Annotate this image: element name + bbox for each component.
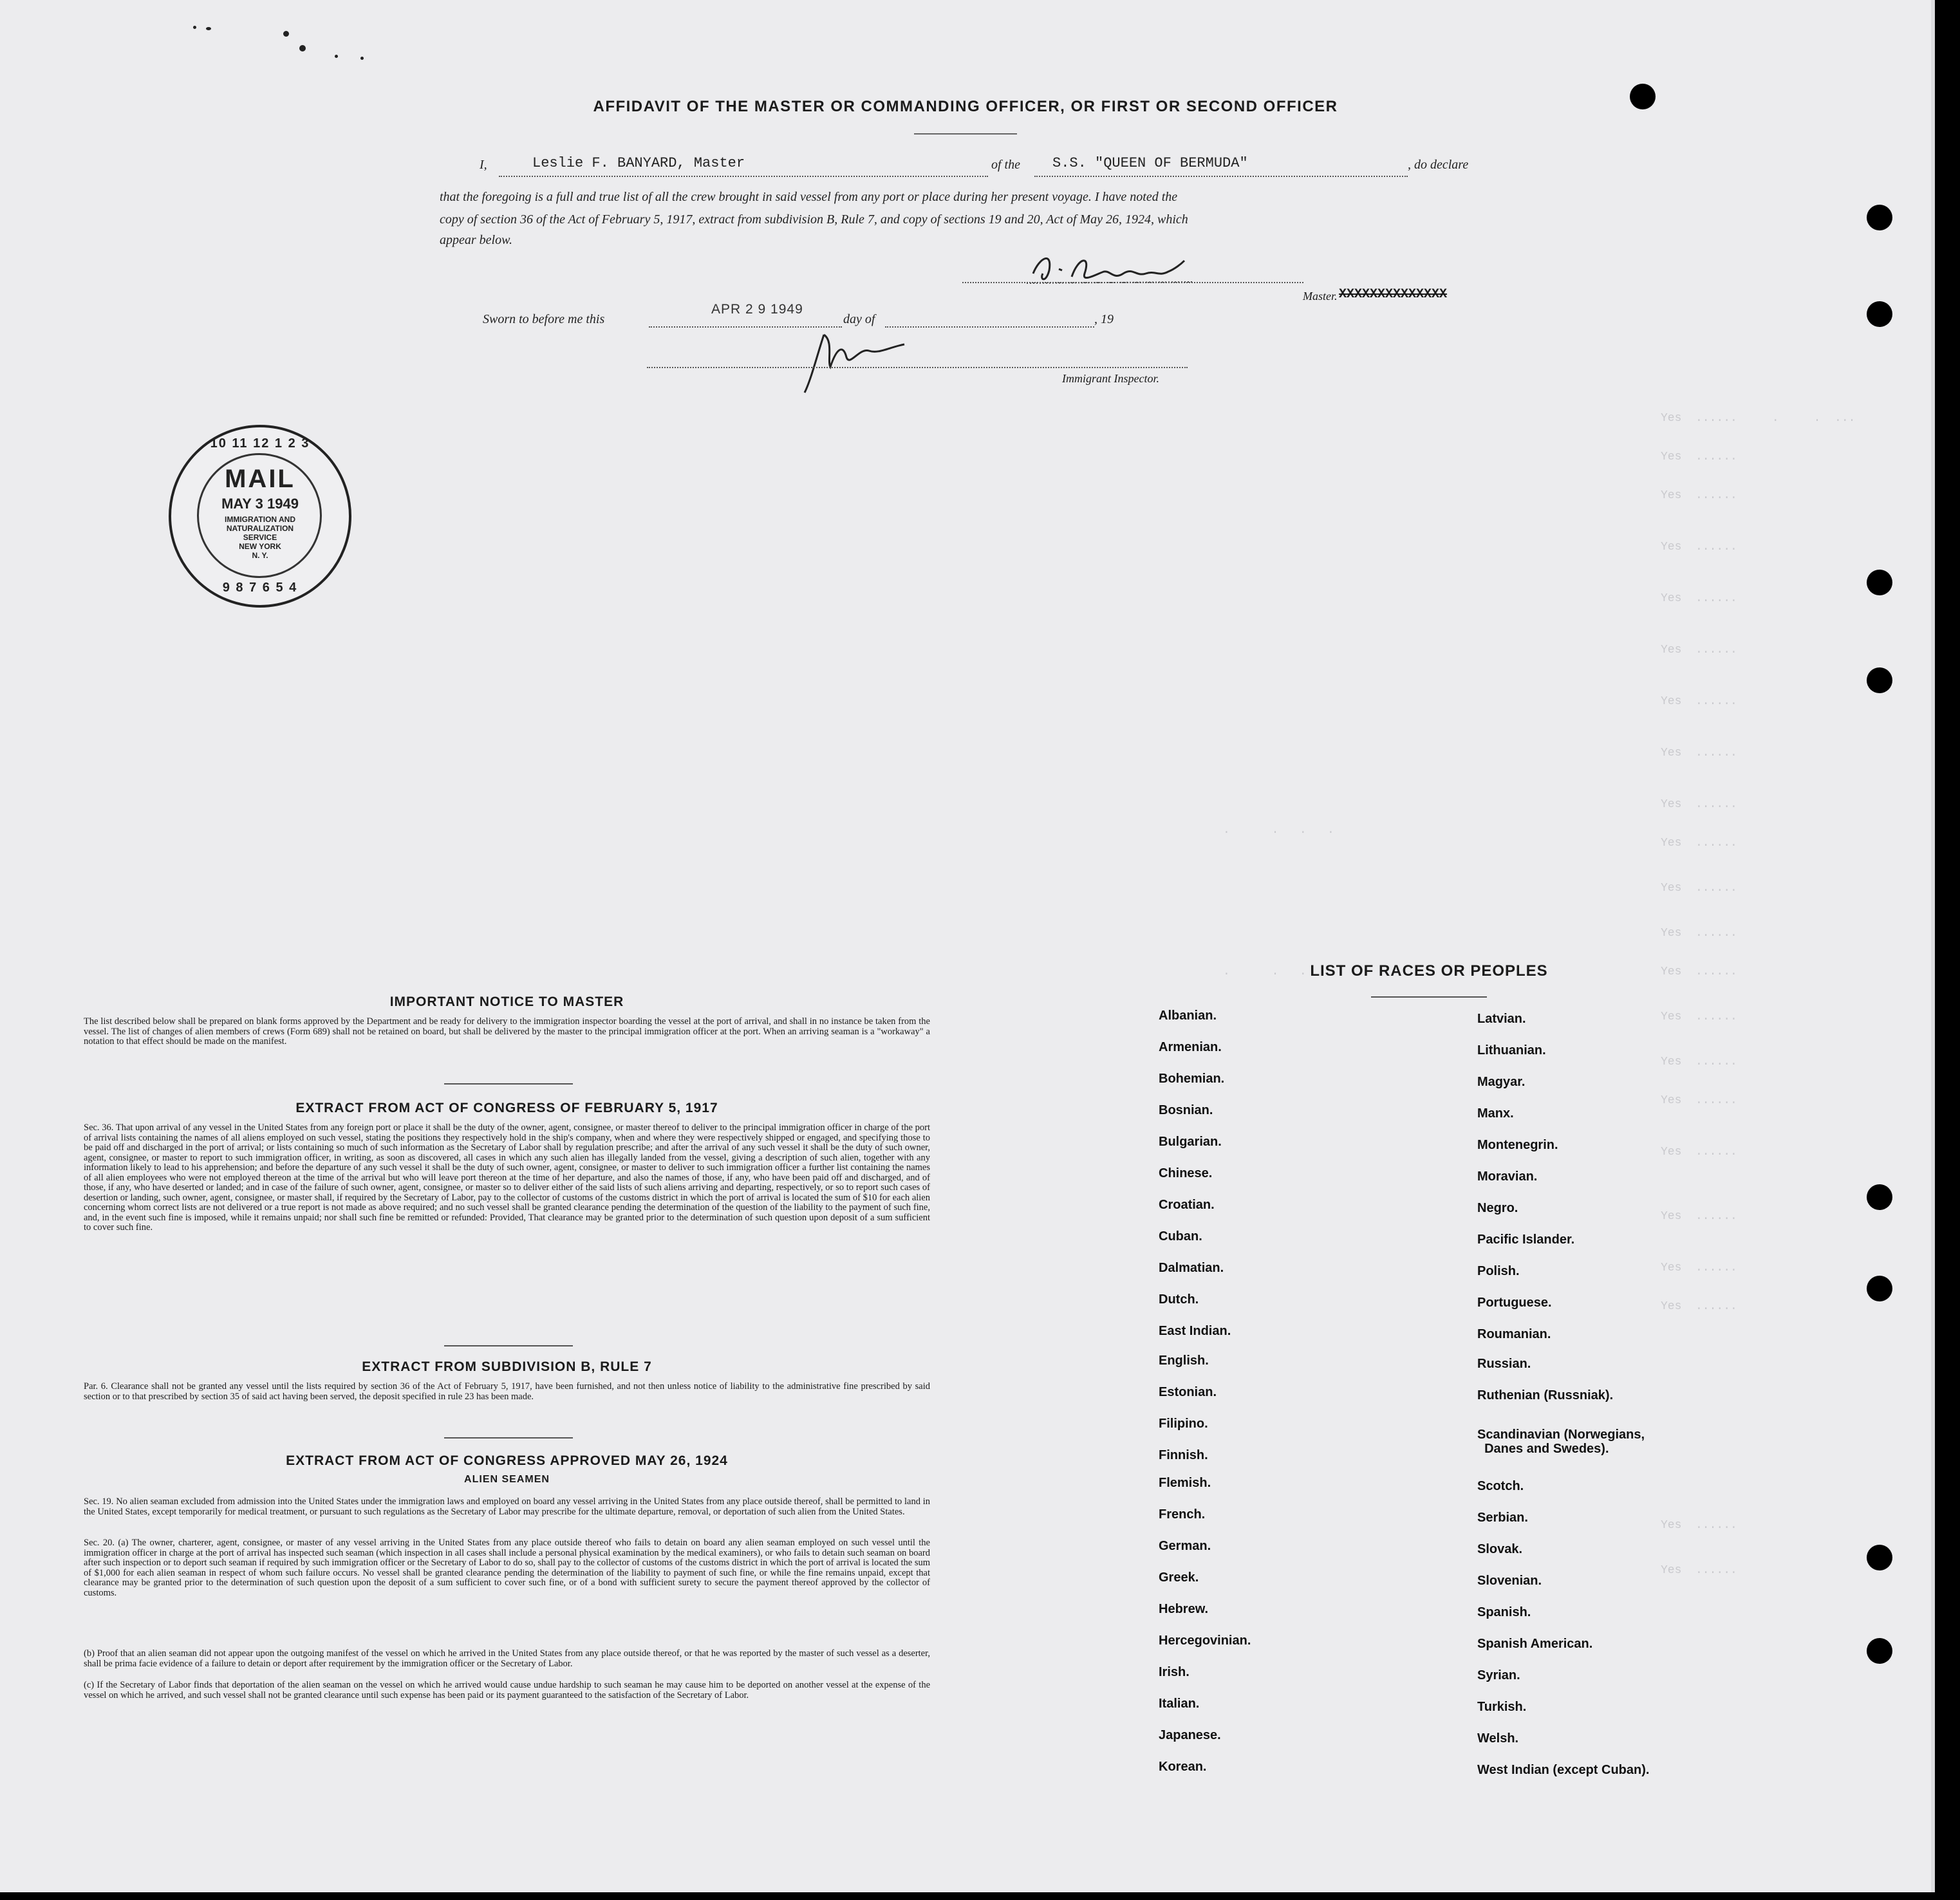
divider bbox=[444, 1083, 573, 1085]
sworn-date-stamp: APR 2 9 1949 bbox=[711, 302, 803, 317]
stamp-line: SERVICE bbox=[243, 533, 277, 542]
divider bbox=[1371, 996, 1487, 998]
race-item: Croatian. bbox=[1159, 1198, 1215, 1212]
punch-hole bbox=[1867, 1184, 1892, 1210]
pronoun: I, bbox=[480, 158, 487, 172]
officer-name: Leslie F. BANYARD, Master bbox=[532, 155, 745, 171]
stamp-ring-numbers: 10 11 12 1 2 3 bbox=[210, 436, 310, 451]
race-item: Dalmatian. bbox=[1159, 1261, 1224, 1275]
race-item: Moravian. bbox=[1477, 1169, 1538, 1184]
race-item: Bulgarian. bbox=[1159, 1135, 1222, 1149]
race-item: Korean. bbox=[1159, 1760, 1207, 1774]
race-item: Albanian. bbox=[1159, 1009, 1217, 1023]
master-struck-text: XXXXXXXXXXXXXX bbox=[1339, 287, 1448, 302]
divider bbox=[444, 1345, 573, 1346]
fill-line bbox=[499, 176, 988, 177]
race-item: Magyar. bbox=[1477, 1075, 1526, 1089]
race-item: Finnish. bbox=[1159, 1448, 1208, 1462]
of-the-label: of the bbox=[991, 158, 1020, 172]
fill-line bbox=[1034, 176, 1408, 177]
punch-hole bbox=[1867, 667, 1892, 693]
extract-1917-text: Sec. 36. That upon arrival of any vessel in the United States from any foreign port or place it shall be the duty of the owner, agent, consignee, or master thereof to deliver to the principal immigration officer in charge of the port of arrival lists containing the names of all aliens employed on such vessel, stating the positions they respectively hold in the ship's company, when and where they were respectively shipped or engaged, and specifying those to be paid off and discharged in the port of arrival; or lists containing so much of such information as the Secretary of Labor shall by regulation prescribe; and after the arrival of any such vessel it shall be the duty of such owner, agent, consignee, or master to report to such immigration officer, in writing, as soon as discovered, all cases in which any such alien has illegally landed from the vessel, giving a description of such alien, together with any information likely to lead to his apprehension; and before the departure of any such vessel it shall be the duty of such owner, agent, consignee, or master to deliver to such immigration officer a further list containing the names of all alien employees who were not employed thereon at the time of the arrival but who will leave port thereon at the time of her departure, and also the names of those, if any, who have been paid off and discharged, and of those, if any, who have deserted or landed; and in case of the failure of such owner, agent, consignee, or master so to deliver either of the said lists of such aliens arriving and departing, respectively, or so to report such cases of desertion or landing, such owner, agent, consignee, or master shall, if required by the Secretary of Labor, pay to the collector of customs of the customs district in which the port of arrival is located the sum of $10 for each alien concerning whom correct lists are not delivered or a true report is not made as above required; and no such vessel shall be granted clearance pending the determination of the question of the liability to the payment of such fine, and, in the event such fine is imposed, while it remains unpaid; nor shall such fine be remitted or refunded: Provided, That clearance may be granted prior to the determination of such question upon deposit of a sum sufficient to cover such fine. bbox=[84, 1122, 930, 1233]
race-item: Negro. bbox=[1477, 1201, 1518, 1215]
extract-1924-title: EXTRACT FROM ACT OF CONGRESS APPROVED MAY 26, 1924 bbox=[286, 1453, 728, 1468]
declaration-line-2: that the foregoing is a full and true list of all the crew brought in said vessel from any port or place during her present voyage. I have noted the bbox=[440, 190, 1178, 204]
race-item: Latvian. bbox=[1477, 1012, 1526, 1026]
race-item: West Indian (except Cuban). bbox=[1477, 1763, 1650, 1777]
stamp-line: IMMIGRATION AND bbox=[225, 515, 295, 524]
race-item: Dutch. bbox=[1159, 1292, 1199, 1307]
race-item: Bohemian. bbox=[1159, 1072, 1225, 1086]
day-of-label: day of bbox=[843, 312, 875, 326]
race-item: Armenian. bbox=[1159, 1040, 1222, 1054]
stamp-date: MAY 3 1949 bbox=[221, 496, 299, 512]
race-item: Serbian. bbox=[1477, 1511, 1528, 1525]
race-item: Ruthenian (Russniak). bbox=[1477, 1388, 1614, 1402]
race-item: Polish. bbox=[1477, 1264, 1520, 1278]
extract-rule7-text: Par. 6. Clearance shall not be granted any vessel until the lists required by section 36 of the Act of February 5, 1917, have been furnished, and not then unless notice of liability to the administrative fine prescribed by said section or to that prescribed by section 35 of said act having been served, the deposit specified in rule 23 has been made. bbox=[84, 1381, 930, 1402]
sworn-label: Sworn to before me this bbox=[483, 312, 605, 326]
race-item: Syrian. bbox=[1477, 1668, 1520, 1682]
document-page: Yes ...... . . ... Yes ...... Yes ...... Yes ...... Yes ...... Yes ...... Yes ...... Yes ...... Yes ...... Yes ...... Yes ...... Yes ...... Yes ...... Yes ...... Yes ...... Yes ...... Yes ...... Yes ...... Yes ...... Yes ...... Yes ...... Yes ...... . . . . . . . AFFIDAVIT OF THE MASTER OR COMMANDING OFFICER, OR FIRST OR SECOND OFFICER I, Leslie F. BANYARD, Master of the S.S. "QUEEN OF BERMUDA" , do declare that the foregoing is a full and true list of all the crew brought in said vessel from any port or place during her present voyage. I have noted the copy of section 36 of the Act of February 5, 1917, extract from subdivision B, Rule 7, and copy of sections 19 and 20, Act of May 26, 1924, which appear below. Master. XXXXXXXXXXXXXX Sworn to before me this APR 2 9 1949 day of , 19 Immigrant Inspector. 10 11 12 1 2 3 9 8 7 6 5 4 MAIL MAY 3 1949 IMMIGRATION AND NATURALIZATION SERVICE NEW YORK N. Y. IMPORTANT NOTICE TO MASTER The list described below shall be prepared on blank forms approved by the Department and be ready for delivery to the immigration inspector boarding the vessel at the port of arrival, and shall in no instance be taken from the vessel. The list of changes of alien members of crews (Form 689) shall not be retained on board, but shall be delivered by the master to the principal immigration officer at the port. When an arriving seaman is a "workaway" a notation to that effect should be made on the manifest. EXTRACT FROM ACT OF CONGRESS OF FEBRUARY 5, 1917 Sec. 36. That upon arrival of any vessel in the United States from any foreign port or place it shall be the duty of the owner, agent, consignee, or master thereof to deliver to the principal immigration officer in charge of the port of arrival lists containing the names of all aliens employed on such vessel, stating the positions they respectively hold in the ship's company, when and where they were respectively shipped or engaged, and specifying those to be paid off and discharged in the port of arrival; or lists containing so much of such information as the Secretary of Labor shall by regulation prescribe; and after the arrival of any such vessel it shall be the duty of such owner, agent, consignee, or master to report to such immigration officer, in writing, as soon as discovered, all cases in which any such alien has illegally landed from the vessel, giving a description of such alien, together with any information likely to lead to his apprehension; and before the departure of any such vessel it shall be the duty of such owner, agent, consignee, or master to deliver to such immigration officer a further list containing the names of all alien employees who were not employed thereon at the time of the arrival but who will leave port thereon at the time of her departure, and also the names of those, if any, who have been paid off and discharged, and of those, if any, who have deserted or landed; and in case of the failure of such owner, agent, consignee, or master so to deliver either of the said lists of such aliens arriving and departing, respectively, or so to report such cases of desertion or landing, such owner, agent, consignee, or master shall, if required by the Secretary of Labor, pay to the collector of customs of the customs district in which the port of arrival is located the sum of $10 for each alien concerning whom correct lists are not delivered or a true report is not made as above required; and no such vessel shall be granted clearance pending the determination of the question of the liability to the payment of such fine, and, in the event such fine is imposed, while it remains unpaid; nor shall such fine be remitted or refunded: Provided, That clearance may be granted prior to the determination of such question upon deposit of a sum sufficient to cover such fine. EXTRACT FROM SUBDIVISION B, RULE 7 Par. 6. Clearance shall not be granted any vessel until the lists required by section 36 of the Act of February 5, 1917, have been furnished, and not then unless notice of liability to the administrative fine prescribed by said section or to that prescribed by section 35 of said act having been served, the deposit specified in rule 23 has been made. EXTRACT FROM ACT OF CONGRESS APPROVED MAY 26, 1924 ALIEN SEAMEN Sec. 19. No alien seaman excluded from admission into the United States under the immigration laws and employed on board any vessel arriving in the United States from any place outside thereof, shall be permitted to land in the United States, except temporarily for medical treatment, or pursuant to such regulations as the Secretary of Labor may prescribe for the ultimate departure, removal, or deportation of such alien from the United States. Sec. 20. (a) The owner, charterer, agent, consignee, or master of any vessel arriving in the United States from any place outside thereof who fails to detain on board any alien seaman employed on such vessel until the immigration officer in charge at the port of arrival has inspected such seaman (which inspection in all cases shall include a personal physical examination by the medical examiners), or who fails to detain such seaman on board after such inspection or to deport such seaman if required by such immigration officer or the Secretary of Labor to do so, shall pay to the collector of customs of the customs district in which the port of arrival is located the sum of $1,000 for each alien seaman in respect of whom such failure occurs. No vessel shall be granted clearance pending the determination of the liability to payment of such fine, or while the fine remains unpaid, except that clearance may be granted prior to the determination of such question upon the deposit of a sum sufficient to cover such fine, or of a bond with sufficient surety to secure the payment thereof approved by the collector of customs. (b) Proof that an alien seaman did not appear upon the outgoing manifest of the vessel on which he arrived in the United States from any place outside thereof, or that he was reported by the master of such vessel as a deserter, shall be prima facie evidence of a failure to detain or deport after requirement by the immigration officer or the Secretary of Labor. (c) If the Secretary of Labor finds that deportation of the alien seaman on the vessel on which he arrived would cause undue hardship to such seaman he may cause him to be deported on another vessel at the expense of the vessel on which he arrived, and such vessel shall not be granted clearance until such expense has been paid or its payment guaranteed to the satisfaction of the Secretary of Labor. LIST OF RACES OR PEOPLES Albanian. Armenian. Bohemian. Bosnian. Bulgarian. Chinese. Croatian. Cuban. Dalmatian. Dutch. East Indian. English. Estonian. Filipino. Finnish. Flemish. French. German. Greek. Hebrew. Hercegovinian. Irish. Italian. Japanese. Korean. Latvian. Lithuanian. Magyar. Manx. Montenegrin. Moravian. Negro. Pacific Islander. Polish. Portuguese. Roumanian. Russian. Ruthenian (Russniak). Scandinavian (Norwegians, Danes and Swedes). Scotch. Serbian. Slovak. Slovenian. Spanish. Spanish American. Syrian. Turkish. Welsh. West Indian (except Cuban). bbox=[0, 0, 1935, 1892]
race-item: Portuguese. bbox=[1477, 1296, 1552, 1310]
extract-1924-subtitle: ALIEN SEAMEN bbox=[464, 1474, 550, 1485]
punch-hole bbox=[1867, 301, 1892, 327]
master-label: Master. bbox=[1303, 290, 1338, 303]
race-item: Irish. bbox=[1159, 1665, 1190, 1679]
race-item: Manx. bbox=[1477, 1106, 1514, 1121]
punch-hole bbox=[1867, 570, 1892, 595]
fill-line bbox=[962, 282, 1303, 283]
race-item: Turkish. bbox=[1477, 1700, 1527, 1714]
race-item: Japanese. bbox=[1159, 1728, 1221, 1742]
inspector-signature bbox=[798, 322, 927, 399]
race-item: Roumanian. bbox=[1477, 1327, 1551, 1341]
race-item: Italian. bbox=[1159, 1697, 1200, 1711]
race-item: Greek. bbox=[1159, 1570, 1199, 1585]
master-signature bbox=[1020, 245, 1213, 296]
extract-1924-sec20a: Sec. 20. (a) The owner, charterer, agent, consignee, or master of any vessel arriving in the United States from any place outside thereof who fails to detain on board any alien seaman employed on such vessel until the immigration officer in charge at the port of arrival has inspected such seaman (which inspection in all cases shall include a personal physical examination by the medical examiners), or who fails to detain such seaman on board after such inspection or to deport such seaman if required by such immigration officer or the Secretary of Labor to do so, shall pay to the collector of customs of the customs district in which the port of arrival is located the sum of $1,000 for each alien seaman in respect of whom such failure occurs. No vessel shall be granted clearance pending the determination of the liability to payment of such fine, or while the fine remains unpaid, except that clearance may be granted prior to the determination of such question upon the deposit of a sum sufficient to cover such fine, or of a bond with sufficient surety to secure the payment thereof approved by the collector of customs. bbox=[84, 1538, 930, 1598]
races-title: LIST OF RACES OR PEOPLES bbox=[1310, 962, 1548, 980]
punch-hole bbox=[1867, 1545, 1892, 1570]
affidavit-title: AFFIDAVIT OF THE MASTER OR COMMANDING OFFICER, OR FIRST OR SECOND OFFICER bbox=[593, 98, 1338, 115]
race-item: Spanish American. bbox=[1477, 1637, 1593, 1651]
declaration-line-1 bbox=[480, 155, 1490, 180]
stamp-line: N. Y. bbox=[252, 551, 268, 560]
do-declare-label: , do declare bbox=[1408, 158, 1469, 172]
race-item: Spanish. bbox=[1477, 1605, 1531, 1619]
punch-hole bbox=[1867, 1638, 1892, 1664]
race-item: Hercegovinian. bbox=[1159, 1634, 1251, 1648]
declaration-line-3: copy of section 36 of the Act of February 5, 1917, extract from subdivision B, Rule 7, and copy of sections 19 and 20, Act of May 26, 1924, which bbox=[440, 212, 1188, 227]
scan-debris bbox=[187, 19, 315, 58]
race-item: Bosnian. bbox=[1159, 1103, 1213, 1117]
stamp-line: NATURALIZATION bbox=[226, 524, 294, 533]
race-item: Estonian. bbox=[1159, 1385, 1217, 1399]
extract-1917-title: EXTRACT FROM ACT OF CONGRESS OF FEBRUARY 5, 1917 bbox=[295, 1101, 718, 1115]
race-item: Filipino. bbox=[1159, 1417, 1208, 1431]
stamp-mail: MAIL bbox=[225, 465, 295, 493]
divider bbox=[914, 133, 1017, 135]
race-item: Cuban. bbox=[1159, 1229, 1202, 1243]
race-item: Hebrew. bbox=[1159, 1602, 1209, 1616]
race-item: English. bbox=[1159, 1354, 1209, 1368]
race-item: Lithuanian. bbox=[1477, 1043, 1546, 1057]
race-item: Chinese. bbox=[1159, 1166, 1213, 1180]
race-item: Pacific Islander. bbox=[1477, 1233, 1575, 1247]
inspector-label: Immigrant Inspector. bbox=[1062, 372, 1159, 385]
year-label: , 19 bbox=[1094, 312, 1114, 326]
divider bbox=[444, 1437, 573, 1439]
extract-rule7-title: EXTRACT FROM SUBDIVISION B, RULE 7 bbox=[362, 1359, 652, 1374]
race-item: Flemish. bbox=[1159, 1476, 1211, 1490]
race-item: East Indian. bbox=[1159, 1324, 1231, 1338]
race-item: Slovak. bbox=[1477, 1542, 1523, 1556]
race-item: Montenegrin. bbox=[1477, 1138, 1558, 1152]
race-item: French. bbox=[1159, 1507, 1206, 1522]
race-item: Russian. bbox=[1477, 1357, 1531, 1371]
extract-1924-sec20c: (c) If the Secretary of Labor finds that deportation of the alien seaman on the vessel on which he arrived would cause undue hardship to such seaman he may cause him to be deported on another vessel at the expense of the vessel on which he arrived, and such vessel shall not be granted clearance until such expense has been paid or its payment guaranteed to the satisfaction of the Secretary of Labor. bbox=[84, 1680, 930, 1700]
race-item: German. bbox=[1159, 1539, 1211, 1553]
race-item: Scotch. bbox=[1477, 1479, 1524, 1493]
race-item: Slovenian. bbox=[1477, 1574, 1542, 1588]
punch-hole bbox=[1867, 205, 1892, 230]
extract-1924-sec20b: (b) Proof that an alien seaman did not appear upon the outgoing manifest of the vessel on which he arrived in the United States from any place outside thereof, or that he was reported by the master of such vessel as a deserter, shall be prima facie evidence of a failure to detain or deport after requirement by the immigration officer or the Secretary of Labor. bbox=[84, 1648, 930, 1669]
punch-hole bbox=[1867, 1276, 1892, 1301]
mail-stamp bbox=[169, 425, 351, 608]
fill-line bbox=[647, 367, 1188, 368]
stamp-line: NEW YORK bbox=[239, 542, 281, 551]
extract-1924-sec19: Sec. 19. No alien seaman excluded from admission into the United States under the immigration laws and employed on board any vessel arriving in the United States from any place outside thereof, shall be permitted to land in the United States, except temporarily for medical treatment, or pursuant to such regulations as the Secretary of Labor may prescribe for the ultimate departure, removal, or deportation of such alien from the United States. bbox=[84, 1496, 930, 1517]
vessel-name: S.S. "QUEEN OF BERMUDA" bbox=[1052, 155, 1248, 171]
notice-text: The list described below shall be prepared on blank forms approved by the Department and be ready for delivery to the immigration inspector boarding the vessel at the port of arrival, and shall in no instance be taken from the vessel. The list of changes of alien members of crews (Form 689) shall not be retained on board, but shall be delivered by the master to the principal immigration officer at the port. When an arriving seaman is a "workaway" a notation to that effect should be made on the manifest. bbox=[84, 1016, 930, 1047]
declaration-line-4: appear below. bbox=[440, 233, 512, 247]
stamp-ring-numbers: 9 8 7 6 5 4 bbox=[222, 581, 298, 595]
notice-title: IMPORTANT NOTICE TO MASTER bbox=[389, 994, 624, 1009]
race-item: Scandinavian (Norwegians, Danes and Swedes). bbox=[1477, 1428, 1645, 1456]
race-item: Welsh. bbox=[1477, 1731, 1519, 1746]
